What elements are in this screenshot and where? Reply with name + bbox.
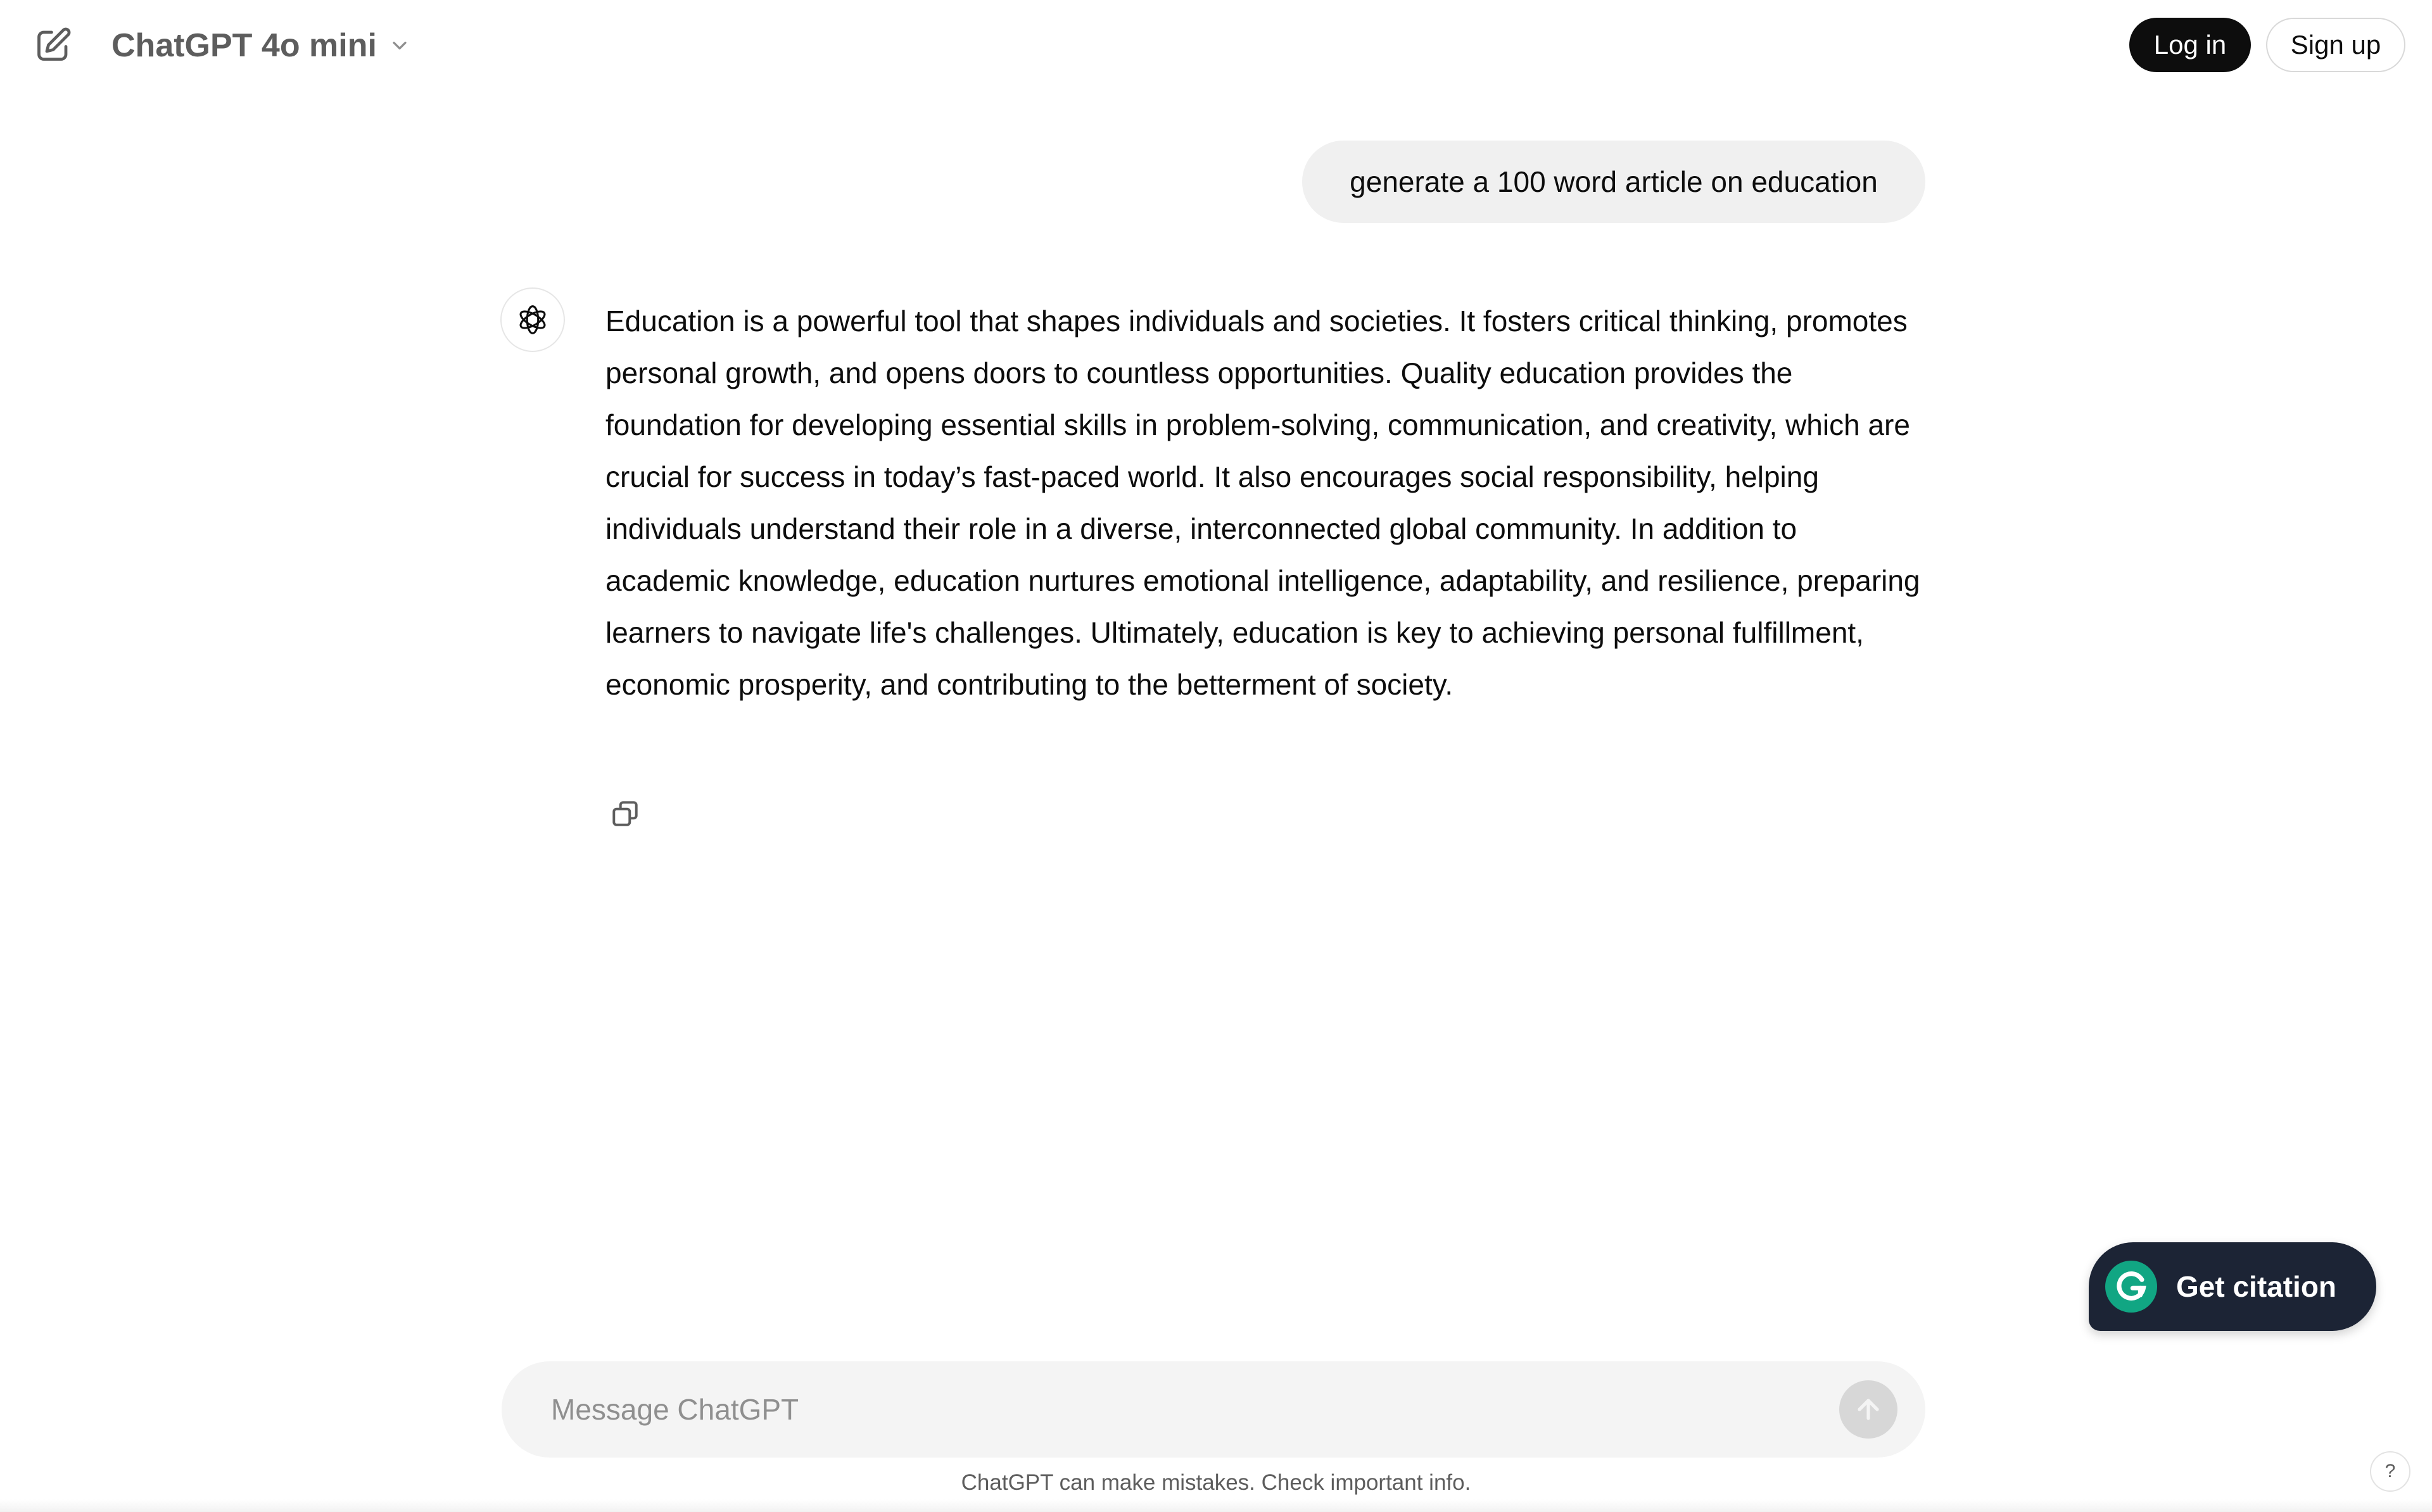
grammarly-logo-icon [2105,1261,2157,1313]
edit-icon [34,26,72,64]
arrow-up-icon [1853,1394,1884,1425]
get-citation-button[interactable] [2089,1242,2376,1331]
assistant-message: Education is a powerful tool that shapes individuals and societies. It fosters critical thinking, promotes personal growth, and opens doors to countless opportunities. Quality education provides the foundation for developing essential skills in problem-solving, communication, and creativity, which are crucial for success in today’s fast-paced world. It also encourages social responsibility, helping individuals understand their role in a diverse, interconnected global community. In addition to academic knowledge, education nurtures emotional intelligence, adaptability, and resilience, preparing learners to navigate life's challenges. Ultimately, education is key to achieving personal fulfillment, economic prosperity, and contributing to the betterment of society. [605,305,1920,701]
chevron-down-icon [388,34,411,57]
send-button[interactable] [1839,1380,1897,1439]
copy-button[interactable] [603,791,647,836]
user-message: generate a 100 word article on education [1302,141,1925,223]
message-input[interactable] [551,1384,1792,1435]
login-button[interactable]: Log in [2129,18,2251,72]
composer [502,1361,1925,1458]
signup-button[interactable]: Sign up [2266,18,2405,72]
header [0,0,2432,91]
footer-fade [0,1499,2432,1512]
model-name: ChatGPT 4o mini [111,27,377,64]
get-citation-label: Get citation [2176,1270,2337,1303]
openai-logo-icon [514,301,551,338]
copy-icon [609,798,641,829]
model-selector[interactable] [101,18,421,73]
assistant-avatar [500,287,565,352]
disclaimer-text: ChatGPT can make mistakes. Check important info. [961,1470,1471,1495]
new-chat-button[interactable] [25,20,81,70]
help-button[interactable]: ? [2370,1451,2410,1492]
